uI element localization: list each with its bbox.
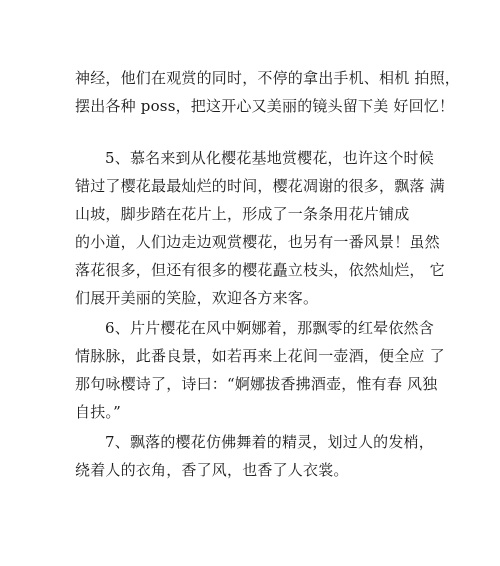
text-line: 摆出各种 poss，把这开心又美丽的镜头留下美 好回忆！: [75, 97, 455, 115]
text-line: 们展开美丽的笑脸，欢迎各方来客。: [75, 289, 319, 307]
text-line: 错过了樱花最最灿烂的时间，樱花凋谢的很多，飘落 满: [75, 177, 445, 195]
text-line: 神经，他们在观赏的同时，不停的拿出手机、相机 拍照，: [75, 69, 460, 87]
text-line: 绕着人的衣角，香了风，也香了人衣裳。: [75, 461, 349, 479]
text-line: 5、慕名来到从化樱花基地赏樱花，也许这个时候: [105, 149, 434, 167]
text-line: 6、片片樱花在风中婀娜着，那飘零的红晕依然含: [105, 319, 434, 337]
text-line: 山坡，脚步踏在花片上，形成了一条条用花片铺成: [75, 205, 410, 223]
text-line: 7、飘落的樱花仿佛舞着的精灵，划过人的发梢，: [105, 433, 434, 451]
text-line: 落花很多，但还有很多的樱花矗立枝头，依然灿烂， 它: [75, 261, 445, 279]
text-line: 情脉脉，此番良景，如若再来上花间一壶酒，便全应 了: [75, 347, 445, 365]
text-line: 那句咏樱诗了，诗曰：“婀娜拔香拂酒壶，惟有春 风独: [75, 375, 438, 393]
text-line: 自扶。”: [75, 403, 121, 421]
text-line: 的小道，人们边走边观赏樱花，也另有一番风景！虽然: [75, 233, 440, 251]
